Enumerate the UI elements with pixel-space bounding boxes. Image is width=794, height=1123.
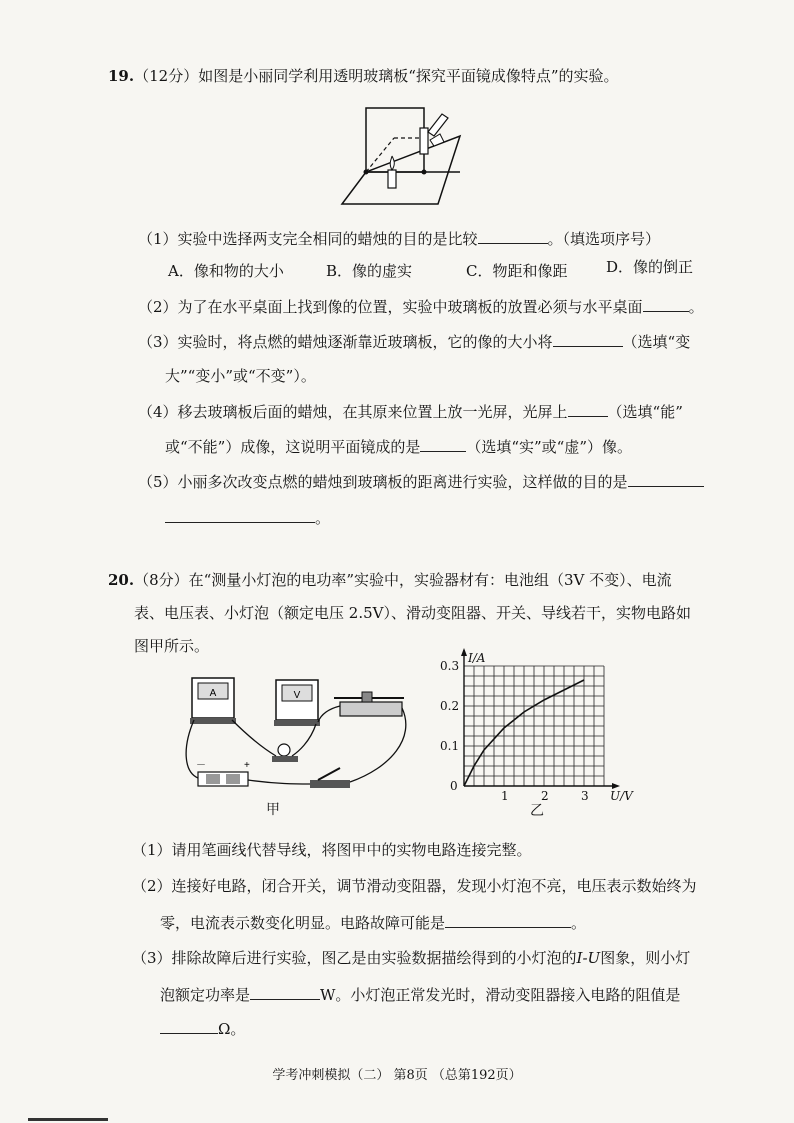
q19-part3 bbox=[138, 331, 690, 352]
y-tick-label: 0.2 bbox=[440, 699, 460, 713]
q20-p3-text3: 泡额定功率是 bbox=[160, 986, 251, 1004]
y-axis-label: I/A bbox=[468, 651, 486, 665]
mirror-experiment-figure bbox=[330, 100, 490, 210]
q19-number: 19. bbox=[108, 67, 135, 85]
q19-p1-blank[interactable] bbox=[478, 228, 548, 244]
q20-p3-end: Ω。 bbox=[218, 1020, 246, 1038]
q20-stem3: 图甲所示。 bbox=[134, 637, 210, 655]
q19-p4-blank1[interactable] bbox=[568, 401, 608, 417]
q20-p2-end: 。 bbox=[571, 914, 587, 932]
q19-points: （12分） bbox=[134, 67, 199, 85]
q20-p2-blank[interactable] bbox=[445, 912, 571, 928]
q20-points: （8分） bbox=[134, 571, 189, 589]
q19-p5-text: （5）小丽多次改变点燃的蜡烛到玻璃板的距离进行实验，这样做的目的是 bbox=[138, 473, 628, 491]
q19-part5 bbox=[138, 471, 704, 492]
x-axis-label: U/V bbox=[610, 789, 633, 803]
q19-stem: 如图是小丽同学利用透明玻璃板“探究平面镜成像特点”的实验。 bbox=[198, 67, 619, 85]
origin-label: 0 bbox=[450, 779, 458, 793]
figure-b-caption: 乙 bbox=[530, 803, 544, 819]
q20-number: 20. bbox=[108, 571, 135, 589]
battery-minus: － bbox=[196, 760, 206, 771]
q19-p5-blank2[interactable] bbox=[165, 507, 315, 523]
circuit-figure bbox=[180, 668, 416, 796]
q19-p2-blank[interactable] bbox=[643, 296, 689, 312]
y-tick-label: 0.3 bbox=[440, 659, 460, 673]
scan-edge-mark bbox=[28, 1118, 108, 1121]
voltmeter-label: V bbox=[293, 690, 301, 701]
q19-p4-text: （4）移去玻璃板后面的蜡烛，在其原来位置上放一光屏，光屏上 bbox=[138, 403, 568, 421]
q19-part5-cont bbox=[165, 507, 330, 528]
page-footer: 学考冲刺模拟（二） 第8页 （总第192页） bbox=[272, 1068, 522, 1083]
q20-part3-cont2 bbox=[160, 1018, 245, 1039]
q19-p3-hint: （选填“变 bbox=[622, 333, 691, 351]
x-tick-label: 2 bbox=[541, 789, 549, 803]
q20-part3 bbox=[132, 948, 690, 968]
q19-part3-cont: 大”“变小”或“不变”）。 bbox=[165, 367, 316, 385]
q19-option-b: B．像的虚实 bbox=[326, 262, 413, 280]
q19-part2 bbox=[138, 296, 704, 317]
voltmeter bbox=[274, 680, 320, 726]
q19-p5-end: 。 bbox=[315, 509, 331, 527]
q20-header bbox=[108, 570, 672, 590]
q19-p1-text: （1）实验中选择两支完全相同的蜡烛的目的是比较 bbox=[138, 230, 478, 248]
q20-stem1: 在“测量小灯泡的电功率”实验中，实验器材有：电池组（3V 不变）、电流 bbox=[188, 571, 672, 589]
q19-p4-hint: （选填“能” bbox=[607, 403, 683, 421]
q19-option-d: D．像的倒正 bbox=[606, 258, 694, 276]
q19-p4-text2: 或“不能”）成像，这说明平面镜成的是 bbox=[165, 438, 421, 456]
q19-p1-hint: 。（填选项序号） bbox=[547, 230, 661, 248]
q20-p3-blank2[interactable] bbox=[160, 1018, 218, 1034]
iu-graph bbox=[434, 640, 634, 820]
battery-plus: + bbox=[244, 760, 250, 771]
q20-part2-cont bbox=[160, 912, 586, 933]
q19-p4-end: （选填“实”或“虚”）像。 bbox=[466, 438, 633, 456]
q19-p3-blank[interactable] bbox=[553, 331, 623, 347]
q20-p3-text2: 图象，则小灯 bbox=[600, 949, 691, 967]
q20-part3-cont bbox=[160, 984, 680, 1005]
x-tick-label: 3 bbox=[581, 789, 589, 803]
q20-p3-blank1[interactable] bbox=[250, 984, 320, 1000]
q19-p2-end: 。 bbox=[688, 298, 704, 316]
y-tick-label: 0.1 bbox=[440, 739, 460, 753]
q19-option-a: A．像和物的大小 bbox=[168, 262, 284, 280]
figure-a-caption: 甲 bbox=[266, 802, 280, 818]
q20-part1: （1）请用笔画线代替导线，将图甲中的实物电路连接完整。 bbox=[132, 841, 532, 859]
q20-p3-iu: I-U bbox=[576, 949, 601, 967]
x-tick-label: 1 bbox=[501, 789, 509, 803]
q20-stem2: 表、电压表、小灯泡（额定电压 2.5V）、滑动变阻器、开关、导线若干，实物电路如 bbox=[134, 604, 691, 622]
q19-p2-text: （2）为了在水平桌面上找到像的位置，实验中玻璃板的放置必须与水平桌面 bbox=[138, 298, 643, 316]
q19-part1 bbox=[138, 228, 660, 249]
ammeter bbox=[190, 678, 236, 724]
q19-part4 bbox=[138, 401, 683, 422]
q19-part4-cont bbox=[165, 436, 632, 457]
ammeter-label: A bbox=[209, 688, 217, 699]
q20-p3-text: （3）排除故障后进行实验，图乙是由实验数据描绘得到的小灯泡的 bbox=[132, 949, 577, 967]
q20-part2: （2）连接好电路，闭合开关，调节滑动变阻器，发现小灯泡不亮，电压表示数始终为 bbox=[132, 877, 697, 895]
q19-p3-text: （3）实验时，将点燃的蜡烛逐渐靠近玻璃板，它的像的大小将 bbox=[138, 333, 553, 351]
q19-p4-blank2[interactable] bbox=[420, 436, 466, 452]
rheostat bbox=[334, 692, 404, 716]
q20-p2-text: 零，电流表示数变化明显。电路故障可能是 bbox=[160, 914, 446, 932]
q19-p5-blank[interactable] bbox=[628, 471, 704, 487]
q20-p3-text4: W。小灯泡正常发光时，滑动变阻器接入电路的阻值是 bbox=[320, 986, 681, 1004]
q19-option-c: C．物距和像距 bbox=[466, 262, 568, 280]
q19-header bbox=[108, 66, 619, 86]
y-axis-arrow bbox=[461, 648, 467, 656]
